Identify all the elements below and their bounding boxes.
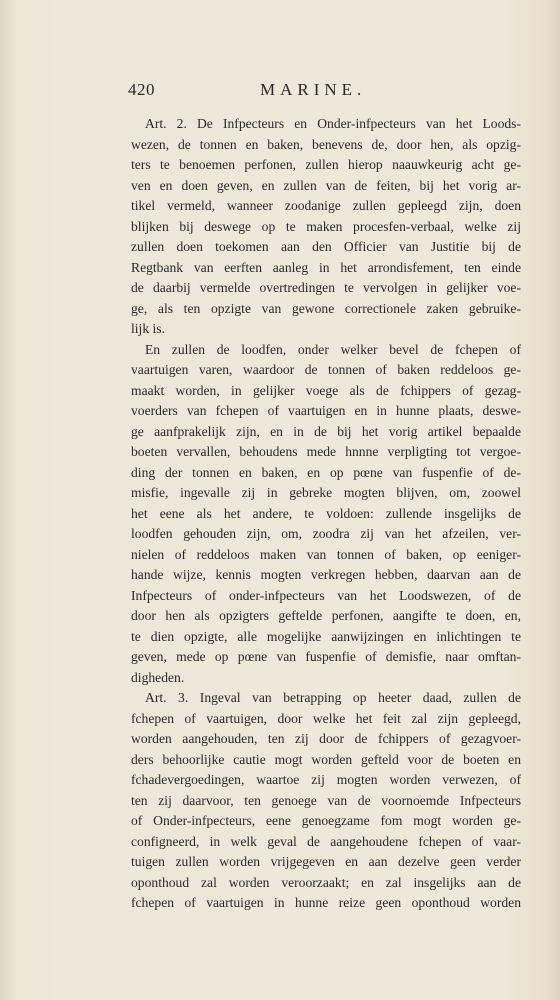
text-line: Art. 3. Ingeval van betrapping op heeter daad, zullen de (145, 690, 521, 705)
text-line: ge aanfprakelijk zijn, en in de bij het vorig artikel bepaalde (131, 423, 521, 439)
text-line: door hen als opzigters geftelde perfonen, aangifte te doen, en, (131, 608, 521, 623)
text-line: digheden. (131, 669, 185, 685)
text-line: ding der tonnen en baken, en op pœne van fuspenfie of de- (131, 464, 521, 480)
text-line: fchepen of vaartuigen in hunne reize geen oponthoud worden (131, 895, 521, 910)
text-line: misfie, ingevalle zij in gebreke mogten blijven, om, zoowel (131, 485, 521, 500)
text-line: tuigen zullen worden vrijgegeven en aan dezelve geen verder (131, 854, 521, 869)
text-line: Art. 2. De Infpecteurs en Onder-infpecteurs van het Loods- (145, 116, 521, 131)
text-line: worden aangehouden, ten zij door de fchippers of gezagvoer- (131, 731, 521, 746)
text-line: hande wijze, kennis mogten verkregen hebben, daarvan aan de (131, 567, 521, 582)
page-header (128, 80, 528, 104)
text-line: loodfen gehouden zijn, om, zoodra zij van het afzeilen, ver- (131, 526, 521, 541)
text-line: lijk is. (131, 321, 165, 336)
body-text (131, 114, 521, 914)
text-line: En zullen de loodfen, onder welker bevel de fchepen of (145, 341, 521, 357)
text-line: boeten vervallen, behoudens mede hnnne verpligting tot vergoe- (131, 444, 521, 459)
text-line: geven, mede op pœne van fuspenfie of demisfie, naar omftan- (131, 649, 521, 664)
text-line: zullen doen toekomen aan den Officier van Justitie bij de (131, 239, 521, 254)
text-line: blijken bij deswege op te maken procesfen-verbaal, welke zij (131, 218, 521, 234)
text-line: ders behoorlijke cautie mogt worden gefteld voor de boeten en (131, 751, 521, 767)
text-line: ven en doen geven, en zullen van de feiten, bij het vorig ar- (131, 177, 521, 193)
text-line: te dien opzigte, alle mogelijke aanwijzingen en inlichtingen te (131, 628, 521, 644)
text-line: configneerd, in welk geval de aangehoudene fchepen of vaar- (131, 833, 521, 849)
text-line: of Onder-infpecteurs, eene genoegzame fom mogt worden ge- (131, 813, 521, 828)
page-number: 420 (128, 80, 155, 99)
text-line: het eene als het andere, te voldoen: zullende insgelijks de (131, 505, 521, 521)
text-line: wezen, de tonnen en baken, benevens de, door hen, als opzig- (131, 136, 521, 152)
text-line: voerders van fchepen of vaartuigen en in hunne plaats, deswe- (131, 403, 521, 418)
text-line: nielen of reddeloos maken van tonnen of baken, op eeniger- (131, 546, 521, 562)
text-line: Infpecteurs of onder-infpecteurs van het Loodswezen, of de (131, 587, 521, 603)
text-line: oponthoud zal worden veroorzaakt; en zal insgelijks aan de (131, 874, 521, 890)
text-line: fchepen of vaartuigen, door welke het feit zal zijn gepleegd, (131, 710, 521, 726)
text-line: ters te benoemen perfonen, zullen hierop naauwkeurig acht ge- (131, 157, 521, 172)
text-line: fchadevergoedingen, waartoe zij mogten worden verwezen, of (131, 772, 521, 787)
text-line: maakt worden, in gelijker voege als de fchippers of gezag- (131, 382, 521, 398)
running-head: MARINE. (260, 80, 367, 99)
text-line: Regtbank van eerften aanleg in het arrondisfement, ten einde (131, 259, 521, 275)
text-line: ten zij daarvoor, ten genoege van de voornoemde Infpecteurs (131, 792, 521, 808)
text-line: tikel vermeld, wanneer zoodanige zullen gepleegd zijn, doen (131, 198, 521, 213)
text-line: vaartuigen varen, waardoor de tonnen of baken reddeloos ge- (131, 362, 521, 377)
text-line: de daarbij vermelde overtredingen te vervolgen in gelijker voe- (131, 280, 521, 295)
text-line: ge, als ten opzigte van gewone correctionele zaken gebruike- (131, 300, 521, 316)
